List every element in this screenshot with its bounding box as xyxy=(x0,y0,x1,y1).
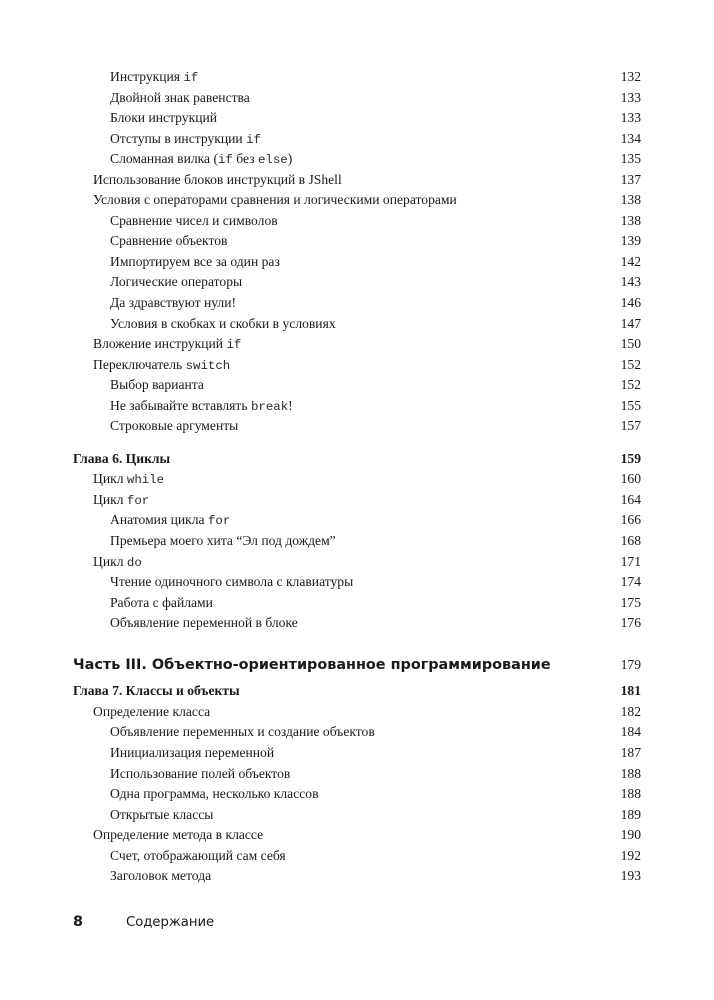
title-text: Блоки инструкций xyxy=(110,110,218,126)
toc-entry xyxy=(73,743,641,764)
toc-entry-title xyxy=(110,314,336,335)
toc-page-number: 135 xyxy=(620,151,641,167)
toc-page-number: 179 xyxy=(620,656,641,672)
toc-page-number: 168 xyxy=(620,533,641,549)
title-text: Логические операторы xyxy=(110,274,243,290)
toc-page-number: 187 xyxy=(620,744,641,760)
toc-entry xyxy=(73,866,641,887)
toc-page-number: 143 xyxy=(620,274,641,290)
toc-entry xyxy=(73,572,641,593)
toc-entry-title xyxy=(93,469,164,491)
code-keyword: while xyxy=(126,473,165,488)
toc-entry-title xyxy=(110,572,353,593)
title-text: Да здравствуют нули! xyxy=(110,295,237,311)
toc-entry-title xyxy=(73,681,240,702)
toc-entry-title xyxy=(110,613,298,634)
toc-entry xyxy=(73,149,641,170)
toc-page-number: 190 xyxy=(620,827,641,843)
toc-entry xyxy=(73,211,641,232)
table-of-contents xyxy=(73,67,641,887)
toc-entry xyxy=(73,846,641,867)
toc-entry xyxy=(73,355,641,376)
toc-entry-title xyxy=(110,416,238,437)
toc-chapter xyxy=(73,449,641,470)
title-text: Сравнение чисел и символов xyxy=(110,212,278,228)
toc-entry-title xyxy=(93,702,210,723)
title-text: Импортируем все за один раз xyxy=(110,253,280,269)
toc-entry xyxy=(73,170,641,191)
toc-page-number: 192 xyxy=(620,847,641,863)
title-text: Сломанная вилка ( xyxy=(110,151,218,167)
toc-page-number: 155 xyxy=(620,397,641,413)
title-text: Двойной знак равенства xyxy=(110,89,250,105)
toc-page-number: 188 xyxy=(620,765,641,781)
title-text: Сравнение объектов xyxy=(110,233,228,249)
toc-entry-title xyxy=(110,510,230,532)
toc-entry xyxy=(73,396,641,417)
title-text: Анатомия цикла xyxy=(110,512,208,528)
toc-entry-title xyxy=(110,866,211,887)
title-text: ) xyxy=(287,151,293,167)
toc-page-number: 176 xyxy=(620,615,641,631)
toc-page-number: 188 xyxy=(620,786,641,802)
toc-entry xyxy=(73,252,641,273)
toc-entry xyxy=(73,416,641,437)
title-text: Заголовок метода xyxy=(110,868,212,884)
toc-page-number: 133 xyxy=(620,110,641,126)
toc-page-number: 174 xyxy=(620,574,641,590)
toc-entry xyxy=(73,190,641,211)
toc-page-number: 160 xyxy=(620,471,641,487)
toc-entry-title xyxy=(73,449,170,470)
toc-page-number: 159 xyxy=(620,450,641,466)
code-keyword: else xyxy=(257,153,288,168)
toc-page-number: 184 xyxy=(620,724,641,740)
toc-entry-title xyxy=(110,211,278,232)
toc-page-number: 137 xyxy=(620,171,641,187)
toc-page-number: 189 xyxy=(620,806,641,822)
toc-entry xyxy=(73,375,641,396)
toc-entry-title xyxy=(93,490,149,512)
toc-page-number: 134 xyxy=(620,130,641,146)
title-text: Цикл xyxy=(93,491,127,507)
toc-entry-title xyxy=(110,784,319,805)
title-text: Глава 7. Классы и объекты xyxy=(73,683,240,699)
toc-entry-title xyxy=(110,129,261,151)
toc-page-number: 138 xyxy=(620,192,641,208)
toc-entry xyxy=(73,334,641,355)
code-keyword: for xyxy=(126,493,150,508)
title-text: Счет, отображающий сам себя xyxy=(110,847,286,863)
toc-page-number: 166 xyxy=(620,512,641,528)
toc-entry xyxy=(73,825,641,846)
title-text: Отступы в инструкции xyxy=(110,130,247,146)
toc-entry xyxy=(73,593,641,614)
code-keyword: if xyxy=(226,338,242,353)
toc-entry-title xyxy=(93,190,457,211)
toc-page-number: 133 xyxy=(620,89,641,105)
title-text: Определение класса xyxy=(93,703,211,719)
toc-page-number: 152 xyxy=(620,356,641,372)
title-text: Переключатель xyxy=(93,356,186,372)
toc-entry-title xyxy=(110,531,336,552)
toc-entry xyxy=(73,490,641,511)
toc-entry-title xyxy=(110,231,227,252)
code-keyword: if xyxy=(183,71,199,85)
toc-page-number: 138 xyxy=(620,212,641,228)
title-text: без xyxy=(232,151,258,167)
toc-entry xyxy=(73,293,641,314)
toc-entry xyxy=(73,108,641,129)
title-text: Премьера моего хита “Эл под дождем” xyxy=(110,533,336,549)
toc-entry-title xyxy=(110,805,213,826)
toc-page-number: 193 xyxy=(620,868,641,884)
toc-entry-title xyxy=(110,593,213,614)
toc-entry-title xyxy=(110,396,293,418)
toc-entry xyxy=(73,702,641,723)
title-text: Объявление переменных и создание объектов xyxy=(110,724,375,740)
title-text: Чтение одиночного символа с клавиатуры xyxy=(110,574,354,590)
toc-entry-title xyxy=(110,375,204,396)
toc-page-number: 147 xyxy=(620,315,641,331)
toc-page-number: 182 xyxy=(620,703,641,719)
title-text: Глава 6. Циклы xyxy=(73,450,171,466)
running-header: Содержание xyxy=(126,915,215,930)
toc-page-number: 150 xyxy=(620,336,641,352)
toc-entry xyxy=(73,314,641,335)
title-text: Определение метода в классе xyxy=(93,827,264,843)
toc-entry xyxy=(73,552,641,573)
code-keyword: for xyxy=(207,514,231,529)
toc-entry xyxy=(73,722,641,743)
toc-entry-title xyxy=(110,764,290,785)
toc-entry xyxy=(73,231,641,252)
toc-page-number: 142 xyxy=(620,253,641,269)
toc-entry-title xyxy=(93,170,342,191)
toc-entry xyxy=(73,805,641,826)
toc-entry-title xyxy=(110,272,242,293)
toc-entry xyxy=(73,764,641,785)
title-text: Использование блоков инструкций в JShell xyxy=(93,171,342,187)
title-text: Часть III. Объектно-ориентированное программирование xyxy=(73,656,551,673)
title-text: Инициализация переменной xyxy=(110,744,275,760)
toc-entry xyxy=(73,272,641,293)
toc-page-number: 164 xyxy=(620,491,641,507)
toc-entry xyxy=(73,510,641,531)
code-keyword: do xyxy=(126,555,142,570)
title-text: Вложение инструкций xyxy=(93,336,227,352)
page-number: 8 xyxy=(73,914,84,930)
title-text: Условия с операторами сравнения и логическими операторами xyxy=(93,192,457,208)
title-text: Строковые аргументы xyxy=(110,418,239,434)
toc-entry-title xyxy=(110,88,250,109)
toc-entry-title xyxy=(93,334,241,356)
title-text: Инструкция xyxy=(110,69,184,84)
toc-entry xyxy=(73,129,641,150)
toc-page-number: 157 xyxy=(620,418,641,434)
toc-page-number: 139 xyxy=(620,233,641,249)
title-text: Открытые классы xyxy=(110,806,214,822)
toc-entry-title xyxy=(73,655,551,676)
toc-entry-title xyxy=(110,108,217,129)
title-text: ! xyxy=(288,397,293,413)
toc-part xyxy=(73,655,641,676)
toc-entry-title xyxy=(110,743,274,764)
code-keyword: break xyxy=(250,399,289,414)
toc-entry xyxy=(73,469,641,490)
page-footer xyxy=(73,911,214,933)
title-text: Цикл xyxy=(93,471,127,487)
title-text: Выбор варианта xyxy=(110,377,204,393)
toc-entry-title xyxy=(93,825,263,846)
toc-entry xyxy=(73,531,641,552)
title-text: Использование полей объектов xyxy=(110,765,291,781)
title-text: Одна программа, несколько классов xyxy=(110,786,319,802)
toc-entry xyxy=(73,784,641,805)
toc-page-number: 175 xyxy=(620,594,641,610)
toc-entry xyxy=(73,613,641,634)
toc-entry xyxy=(73,88,641,109)
toc-entry-title xyxy=(110,293,236,314)
title-text: Не забывайте вставлять xyxy=(110,397,251,413)
title-text: Объявление переменной в блоке xyxy=(110,615,298,631)
toc-page-number: 146 xyxy=(620,295,641,311)
code-keyword: switch xyxy=(185,358,231,373)
toc-entry-title xyxy=(93,552,142,574)
toc-entry-title xyxy=(110,846,286,867)
toc-entry-title xyxy=(93,355,230,377)
toc-entry-title xyxy=(110,252,280,273)
toc-page-number: 171 xyxy=(620,553,641,569)
toc-chapter xyxy=(73,681,641,702)
toc-entry xyxy=(73,67,641,88)
toc-entry-title xyxy=(110,722,375,743)
title-text: Условия в скобках и скобки в условиях xyxy=(110,315,336,331)
title-text: Цикл xyxy=(93,553,127,569)
title-text: Работа с файлами xyxy=(110,594,213,610)
toc-page-number: 181 xyxy=(620,683,641,699)
toc-page-number: 152 xyxy=(620,377,641,393)
toc-entry-title xyxy=(110,67,198,89)
code-keyword: if xyxy=(246,132,261,147)
toc-entry-title xyxy=(110,149,292,171)
toc-page-number: 132 xyxy=(620,69,641,84)
code-keyword: if xyxy=(218,153,233,168)
